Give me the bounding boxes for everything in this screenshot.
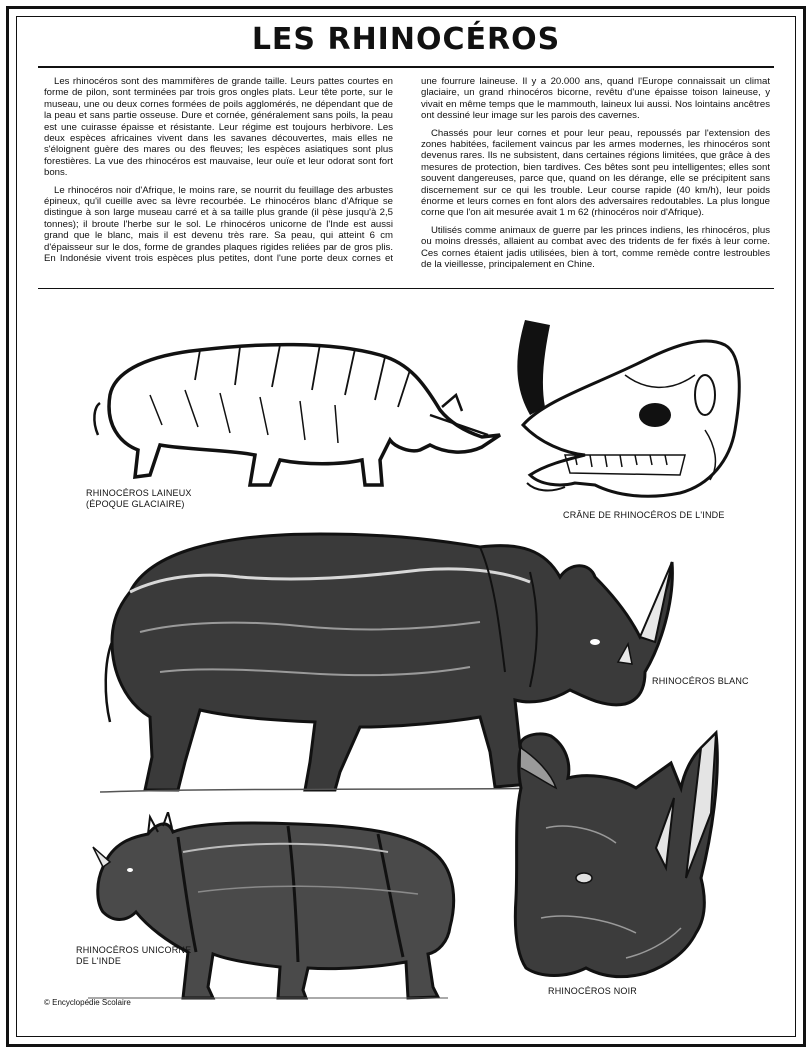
- paragraph: Chassés pour leur cornes et pour leur peau, repoussés par l'extension des zones habitées, facilement vaincus par les armes modernes, les rhinocéros sont devenus rares. Ils ne subsistent, dans certaines régions limitées, que grâce à des mesures de protection, bien tardives. Ces bêtes sont peu intelligentes; elles sont souvent dangereuses, parce que, quand on les dérange, elle se précipitent sans discernement sur ce qui les trouble. Leur course rapide (40 km/h), leur poids énorme et leurs cornes en font alors des adversaires redoutables. La plus longue corne que l'on ait mesurée avait 1 m 62 (rhinocéros noir d'Afrique).: [421, 127, 770, 219]
- paragraph: Les rhinocéros sont des mammifères de grande taille. Leurs pattes courtes en forme de pilon, sont terminées par trois gros ongles plats. Leur tête porte, sur le museau, une ou deux cornes formées de poils agglomérés, ne dépendant que de la peau et sans partie osseuse. Dure et cornée, généralement sans poils, la peau est une cuirasse épaisse et résistante. Leur régime est toujours herbivore. Les deux espèces africaines vivent dans les savanes découvertes, mais elles ne s'éloignent guère des mares ou des fleuves; les espèces asiatiques sont plus forestières. La vue des rhinocéros est mauvaise, leur ouïe et leur odorat sont fort bons.: [44, 76, 393, 179]
- indian-rhino-illustration: [88, 812, 463, 1000]
- title-divider: [38, 66, 774, 68]
- section-divider: [38, 288, 774, 289]
- skull-illustration: [505, 315, 745, 505]
- page-title: LES RHINOCÉROS: [251, 22, 561, 57]
- article-text: [44, 76, 770, 282]
- copyright-notice: © Encyclopédie Scolaire: [44, 998, 131, 1007]
- caption-black-rhino: RHINOCÉROS NOIR: [548, 986, 638, 996]
- caption-woolly-rhino: RHINOCÉROS LAINEUX (ÉPOQUE GLACIAIRE): [86, 488, 192, 509]
- paragraph: Utilisés comme animaux de guerre par les princes indiens, les rhinocéros, plus ou moins dressés, allaient au combat avec des tridents de fer fixés à leur corne. Ces cornes étaient jadis utilisées, bien à tort, comme remède contre lestroubles de la vieillesse, principalement en Chine.: [421, 224, 770, 271]
- caption-white-rhino: RHINOCÉROS BLANC: [652, 676, 749, 686]
- paragraph: Le rhinocéros noir d'Afrique, le moins rare, se nourrit du feuillage des arbustes épineux, qu'il cueille avec sa lèvre recourbée. Le rhinocéros blanc d'Afrique se distingue à son large museau carré et à sa taille plus grande (il pèse jusqu'à 2,5 tonnes); il broute l'herbe sur le sol. Le rhinocéros unicorne de l'Inde est aussi grand que le blanc, mais il est devenu très rare. Sa peau, qui atteint 6 cm d'épaisseur sur le dos, forme de grandes plaques rigides reliées par de gros plis. En Indonésie vivent trois espèces plus petites, dont l'une porte deux cornes et une fourrure laineuse. Il y a 20.000 ans, quand l'Europe connaissait un climat glaciaire, un grand rhinocéros bicorne, revêtu d'une épaisse toison laineuse, y vivait en même temps que le mammouth, laineux lui aussi. Nos lointains ancêtres ont dessiné leur image sur les parois des cavernes.: [44, 76, 770, 265]
- caption-indian-rhino: RHINOCÉROS UNICORNE DE L'INDE: [76, 945, 192, 966]
- black-rhino-illustration: [506, 728, 728, 986]
- caption-skull: CRÂNE DE RHINOCÉROS DE L'INDE: [563, 510, 725, 520]
- woolly-rhino-illustration: [90, 325, 505, 495]
